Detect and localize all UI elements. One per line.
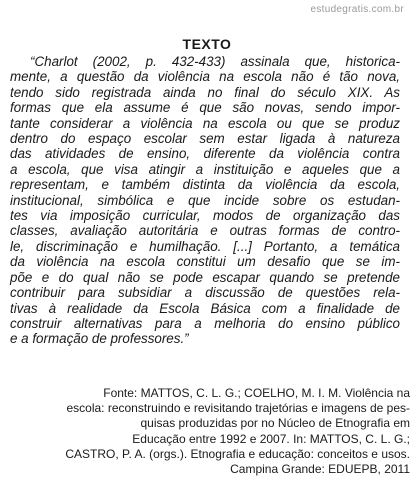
passage-line: tes via imposição curricular, modos de organização das — [10, 208, 400, 224]
citation-line: escola: reconstruindo e revisitando trajetórias e imagens de pes- — [66, 401, 410, 416]
citation-line: quisas produzidas por no Núcleo de Etnografia em — [140, 416, 410, 431]
passage-line: põe e do qual não se pode escapar quando se pretende — [10, 269, 400, 285]
passage-line: tivas à realidade da Escola Básica com a finalidade de — [10, 300, 400, 316]
source-citation — [10, 386, 410, 477]
passage-line: tante considerar a violência na escola ou que se produz — [10, 115, 400, 131]
passage-line: contribuir para subsidiar a discussão de questões rela- — [10, 285, 400, 301]
passage-line: e a formação de professores.” — [10, 331, 189, 347]
passage-line: le, discriminação e humilhação. [...] Portanto, a temática — [10, 238, 400, 254]
citation-line: Campina Grande: EDUEPB, 2011 — [230, 462, 410, 477]
passage-line: mente, a questão da violência na escola não é tão nova, — [10, 69, 400, 85]
passage-line: tendo sido registrada ainda no final do século XIX. As — [10, 84, 400, 100]
passage-line: dentro do espaço escolar sem estar ligada à natureza — [10, 131, 400, 147]
passage-line: classes, avaliação autoritária e outras formas de contro- — [10, 223, 400, 239]
passage-line: da violência na escola constitui um desafio que se im- — [10, 254, 400, 270]
quoted-passage — [10, 54, 400, 347]
citation-line: Educação entre 1992 e 2007. In: MATTOS, C. L. G.; — [132, 431, 410, 446]
passage-line: “Charlot (2002, p. 432-433) assinala que, historica- — [30, 54, 400, 69]
citation-line: Fonte: MATTOS, C. L. G.; COELHO, M. I. M. Violência na — [103, 386, 410, 400]
watermark: estudegratis.com.br — [310, 4, 404, 15]
passage-line: construir alternativas para a melhoria do ensino público — [10, 315, 400, 331]
citation-line: CASTRO, P. A. (orgs.). Etnografia e educação: conceitos e usos. — [65, 446, 410, 461]
passage-line: a escola, que visa atingir a instituição e aqueles que a — [10, 161, 400, 177]
text-title: TEXTO — [182, 36, 232, 52]
passage-line: representam, e também distinta da violência da escola, — [10, 177, 400, 193]
passage-line: das atividades de ensino, diferente da violência contra — [10, 146, 400, 162]
passage-line: formas que ela assume é que são novas, sendo impor- — [10, 100, 400, 116]
passage-line: institucional, simbólica e que incide sobre os estudan- — [10, 192, 400, 208]
